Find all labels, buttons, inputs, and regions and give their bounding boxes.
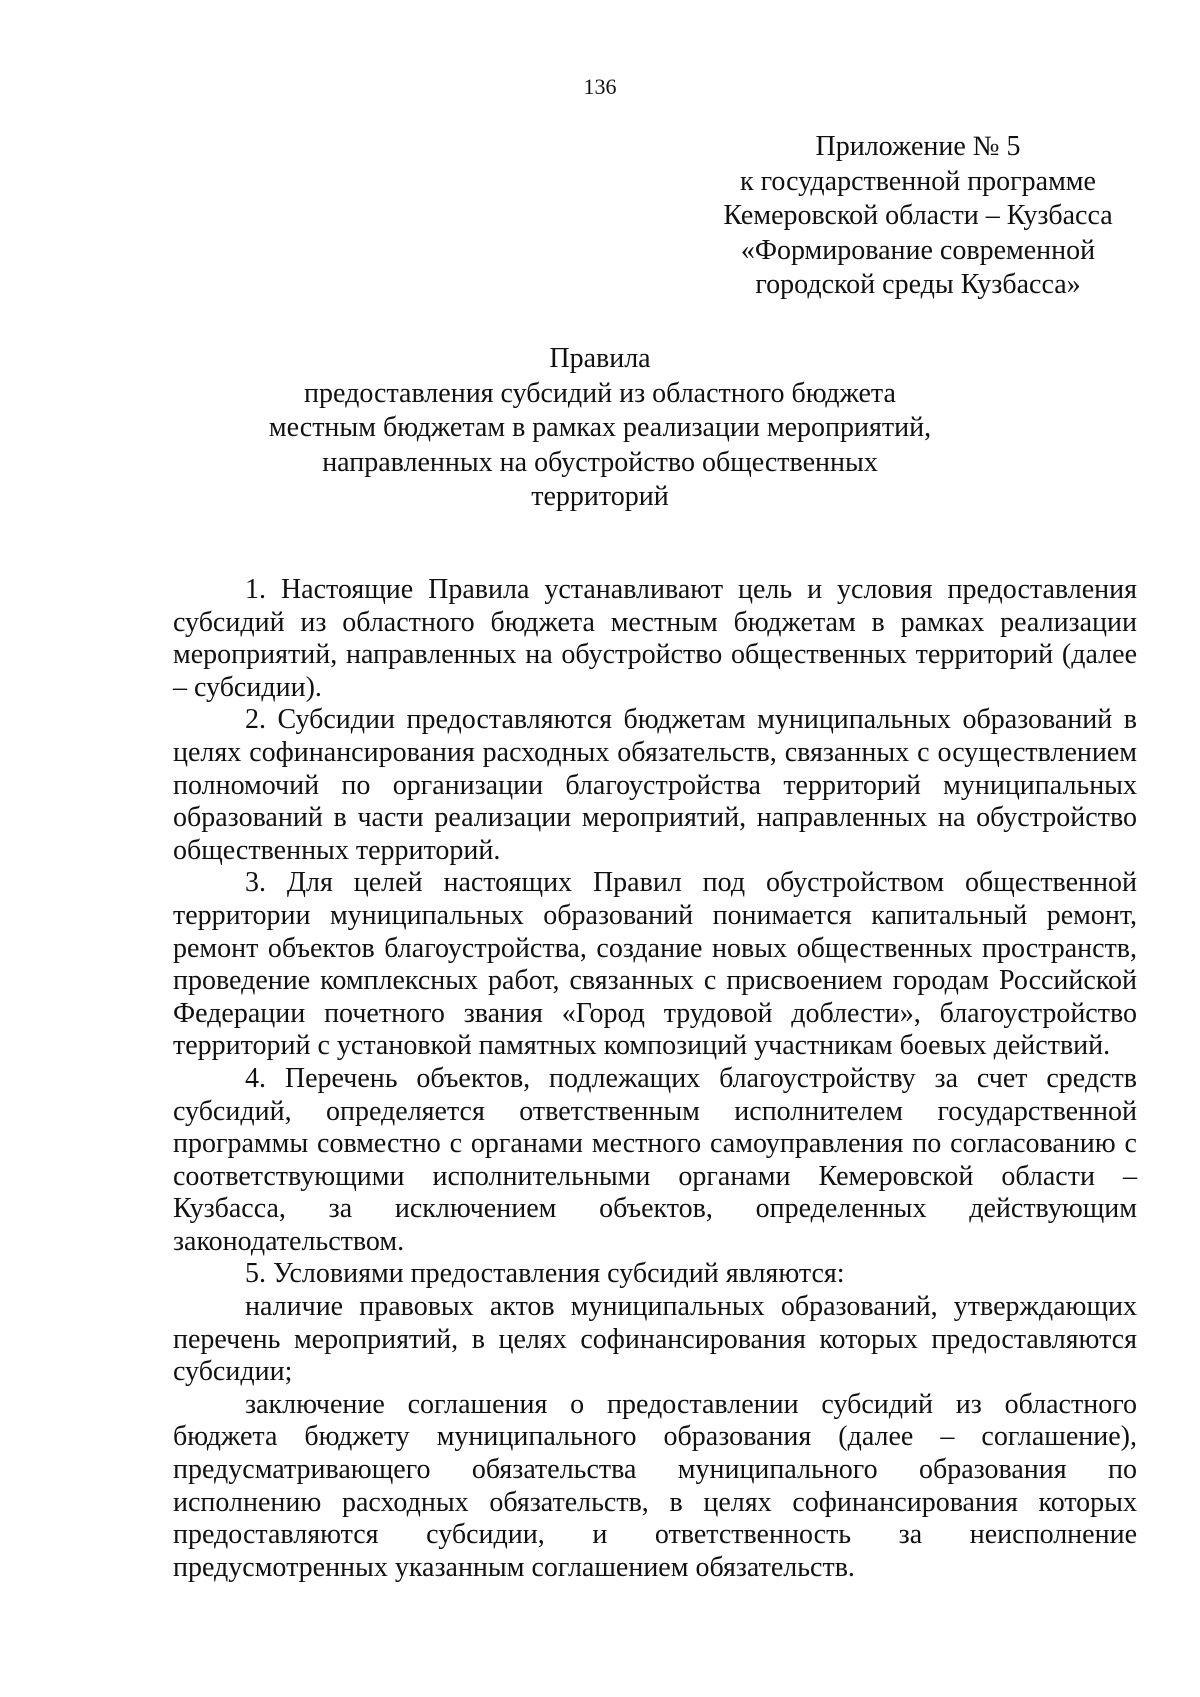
appendix-line: «Формирование современной (740, 234, 1096, 266)
title-line: местным бюджетам в рамках реализации мероприятий, (268, 412, 932, 443)
paragraph-5: 5. Условиями предоставления субсидий являются: (245, 1258, 845, 1290)
appendix-line: городской среды Кузбасса» (755, 269, 1081, 300)
document-body (173, 574, 1137, 1584)
paragraph-5-item-2: заключение соглашения о предоставлении субсидий из областного бюджета бюджету муниципального образования (далее – соглашение), предусматривающего обязательства муниципального образования по исполнению расходных обязательств, в целях софинансирования которых предоставляются субсидии, и ответственность за неисполнение предусмотренных указанным соглашением обязательств. (173, 1388, 1137, 1583)
appendix-line: Приложение № 5 (815, 131, 1021, 162)
paragraph-2: 2. Субсидии предоставляются бюджетам муниципальных образований в целях софинансирования расходных обязательств, связанных с осуществлением полномочий по организации благоустройства территорий муниципальных образований в части реализации мероприятий, направленных на обустройство общественных территорий. (173, 704, 1137, 866)
title-line: предоставления субсидий из областного бюджета (304, 377, 896, 409)
appendix-line: к государственной программе (740, 165, 1096, 197)
title-line: Правила (549, 343, 651, 374)
paragraph-1: 1. Настоящие Правила устанавливают цель и условия предоставления субсидий из областного бюджета местным бюджетам в рамках реализации мероприятий, направленных на обустройство общественных территорий (далее – субсидии). (173, 574, 1137, 703)
appendix-line: Кемеровской области – Кузбасса (723, 200, 1113, 231)
title-line: территорий (531, 481, 669, 512)
paragraph-4: 4. Перечень объектов, подлежащих благоустройству за счет средств субсидий, определяется ответственным исполнителем государственной программы совместно с органами местного самоуправления по согласованию с соответствующими исполнительными органами Кемеровской области – Кузбасса, за исключением объектов, определенных действующим законодательством. (173, 1062, 1137, 1257)
paragraph-5-item-1: наличие правовых актов муниципальных образований, утверждающих перечень мероприятий, в целях софинансирования которых предоставляются субсидии; (173, 1291, 1137, 1388)
title-line: направленных на обустройство общественных (322, 446, 878, 478)
paragraph-3: 3. Для целей настоящих Правил под обустройством общественной территории муниципальных образований понимается капитальный ремонт, ремонт объектов благоустройства, создание новых общественных пространств, проведение комплексных работ, связанных с присвоением городам Российской Федерации почетного звания «Город трудовой доблести», благоустройство территорий с установкой памятных композиций участникам боевых действий. (173, 867, 1137, 1062)
document-title (260, 342, 940, 515)
appendix-block (698, 130, 1138, 303)
page-number: 136 (583, 74, 617, 99)
